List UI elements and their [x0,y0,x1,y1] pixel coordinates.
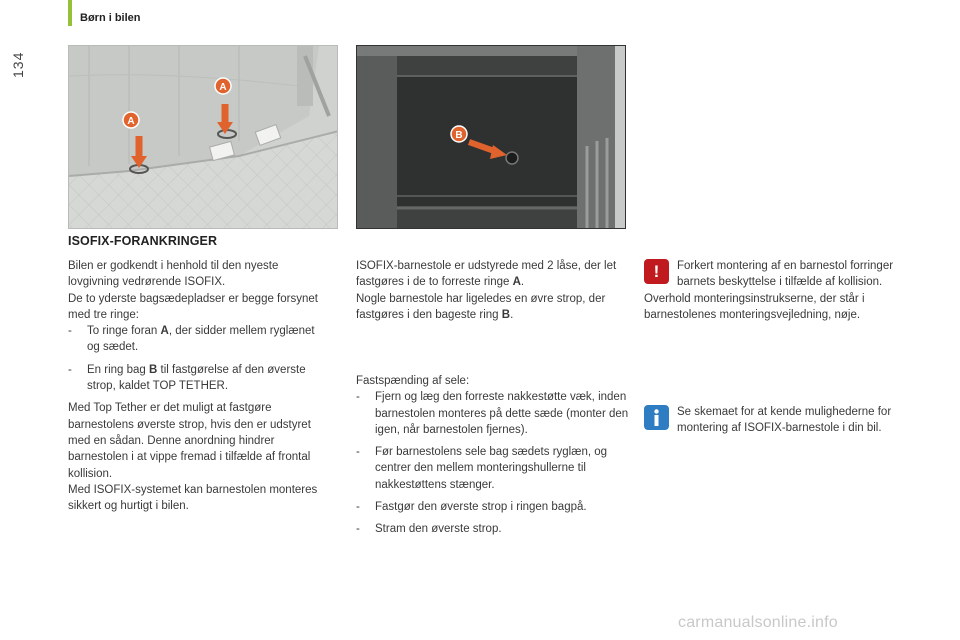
list-text: Stram den øverste strop. [375,523,502,536]
paragraph-text: . [510,308,514,321]
list-item [356,389,636,438]
list-text: To ringe foran [87,325,161,338]
info-icon [644,405,669,430]
intro-paragraph-2: De to yderste bagsædepladser er begge forsynet med tre ringe: [68,292,318,321]
isofix-locks-paragraph [356,258,632,291]
list-dash: - [68,325,72,338]
ring-label-a: A [160,325,169,338]
ring-label-b: B [501,308,511,321]
warning-exclamation-icon: ! [644,259,669,284]
list-item [68,323,330,356]
watermark: carmanualsonline.info [678,614,838,631]
marker-a-1: A [127,116,135,127]
upper-strap-paragraph [356,291,632,324]
marker-b: B [455,130,463,141]
marker-a-2: A [219,82,227,93]
list-text: En ring bag [87,363,150,376]
warning-text-2: Overhold monteringsinstrukserne, der står i barnestolenes monteringsvejledning, nøje. [644,292,865,321]
list-text: , der sidder mellem ryglænet og sædet. [87,325,315,354]
page-number: 134 [10,51,26,78]
paragraph-text: . [520,276,525,289]
chapter-title: Børn i bilen [80,12,141,24]
paragraph-text: ISOFIX-barnestole er udstyrede med 2 låse, der let fastgøres i de to forreste ringe [356,260,617,289]
header-accent-bar [68,0,72,26]
list-text: til fastgørelse af den øverste strop, kaldet TOP TETHER. [87,363,306,393]
fastening-title: Fastspænding af sele: [356,375,470,387]
list-dash: - [356,446,360,459]
paragraph-text: Nogle barnestole har ligeledes en øvre strop, der fastgøres i den bageste ring [356,292,606,321]
column-isofix-seats [356,258,632,323]
list-item [356,521,636,537]
column-fastening [356,373,636,538]
info-text: Se skemaet for at kende mulighederne for montering af ISOFIX-barnestole i din bil. [677,406,892,435]
list-dash: - [356,501,360,514]
list-item [68,362,330,395]
section-title: ISOFIX-FORANKRINGER [68,234,218,248]
column-intro [68,258,330,514]
list-text: Fjern og læg den forreste nakkestøtte væk, inden barnestolen monteres på dette sæde (monter den igen, når barnestolen fjernes). [375,391,629,436]
ring-label-a: A [512,276,521,289]
list-dash: - [356,523,360,536]
list-text: Før barnestolens sele bag sædets ryglæn, og centrer den mellem monteringshullerne til nakkestøttens stænger. [375,446,608,491]
intro-paragraph-1: Bilen er godkendt i henhold til den nyeste lovgivning vedrørende ISOFIX. [68,260,279,289]
top-tether-ring-illustration [356,45,626,229]
list-dash: - [356,391,360,404]
warning-text-1: Forkert montering af en barnestol forringer barnets beskyttelse i tilfælde af kollision. [677,260,894,289]
top-tether-paragraph: Med Top Tether er det muligt at fastgøre barnestolens øverste strop, hvis den er udstyret med en sådan. Denne anordning hindrer barnestolen i at vippe fremad i tilfælde af frontal kollision. [68,402,311,480]
isofix-rings-illustration [68,45,338,229]
ring-label-b: B [149,363,158,376]
info-note [644,404,914,437]
warning-note [644,258,914,323]
list-dash: - [68,363,72,376]
list-item [356,499,636,515]
isofix-system-paragraph: Med ISOFIX-systemet kan barnestolen monteres sikkert og hurtigt i bilen. [68,483,318,513]
list-item [356,444,636,493]
list-text: Fastgør den øverste strop i ringen bagpå. [375,501,587,514]
